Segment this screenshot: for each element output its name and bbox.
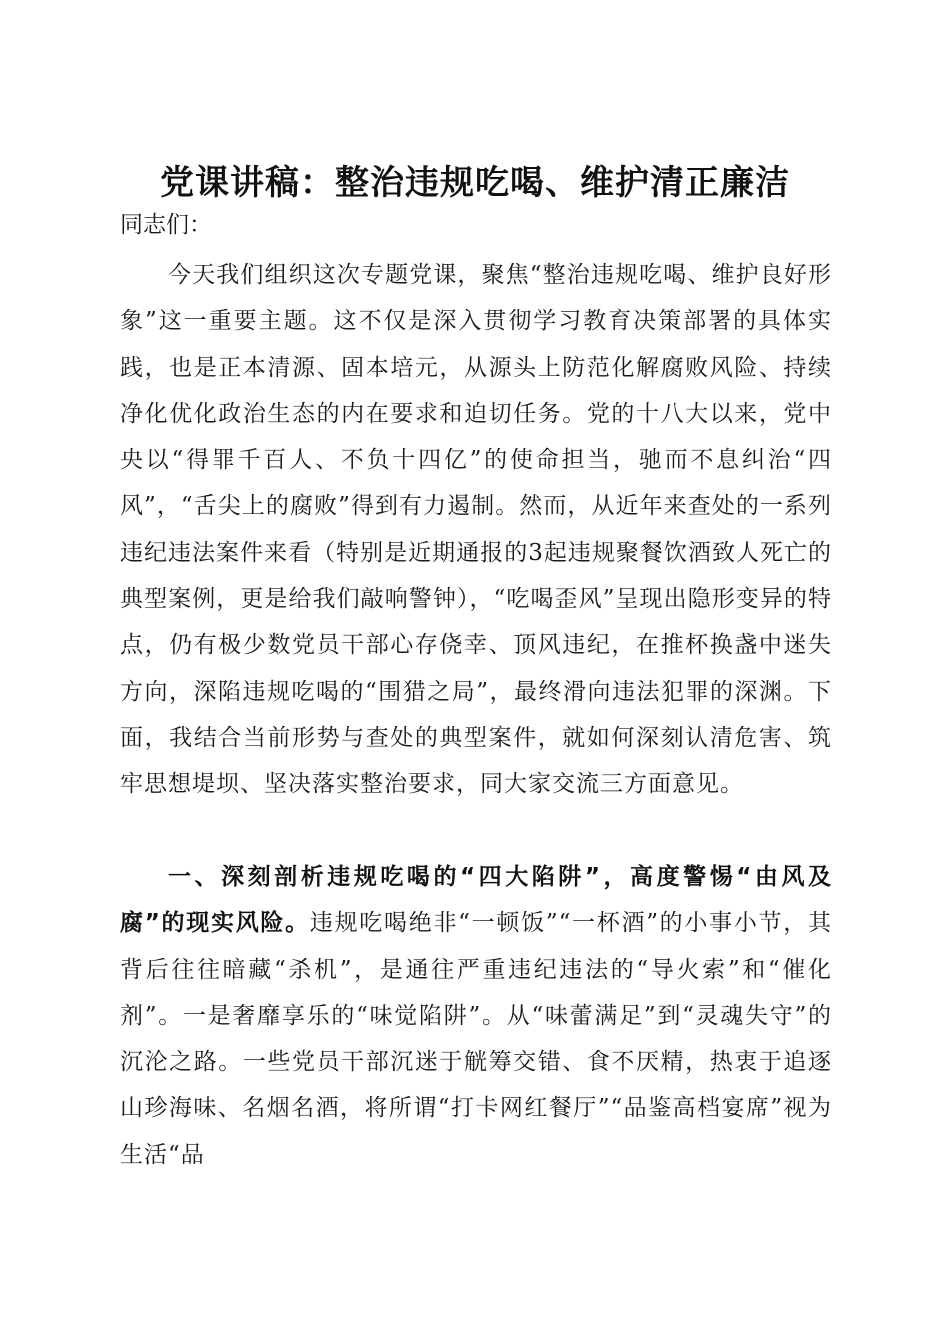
section-1-heading: 一、深刻剖析违规吃喝的“四大陷阱”，高度警惕“由风及腐”的现实风险。 (120, 864, 832, 937)
section-1-paragraph (120, 854, 832, 1178)
section-1-text: 违规吃喝绝非“一顿饭”“一杯酒”的小事小节，其背后往往暗藏“杀机”，是通往严重违纪违法的“导火索”和“催化剂”。一是奢靡享乐的“味觉陷阱”。从“味蕾满足”到“灵魂失守”的沉沦之路。一些党员干部沉迷于觥筹交错、食不厌精，热衷于追逐山珍海味、名烟名酒，将所谓“打卡网红餐厅”“品鉴高档宴席”视为生活“品 (120, 910, 832, 1168)
salutation: 同志们： (120, 212, 212, 238)
intro-paragraph: 今天我们组织这次专题党课，聚焦“整治违规吃喝、维护良好形象”这一重要主题。这不仅是深入贯彻学习教育决策部署的具体实践，也是正本清源、固本培元，从源头上防范化解腐败风险、持续净化优化政治生态的内在要求和迫切任务。党的十八大以来，党中央以“得罪千百人、不负十四亿”的使命担当，驰而不息纠治“四风”，“舌尖上的腐败”得到有力遏制。然而，从近年来查处的一系列违纪违法案件来看（特别是近期通报的3起违规聚餐饮酒致人死亡的典型案例，更是给我们敲响警钟），“吃喝歪风”呈现出隐形变异的特点，仍有极少数党员干部心存侥幸、顶风违纪，在推杯换盏中迷失方向，深陷违规吃喝的“围猎之局”，最终滑向违法犯罪的深渊。下面，我结合当前形势与查处的典型案件，就如何深刻认清危害、筑牢思想堤坝、坚决落实整治要求，同大家交流三方面意见。 (120, 262, 832, 798)
document-title: 党课讲稿：整治违规吃喝、维护清正廉洁 (160, 162, 790, 203)
